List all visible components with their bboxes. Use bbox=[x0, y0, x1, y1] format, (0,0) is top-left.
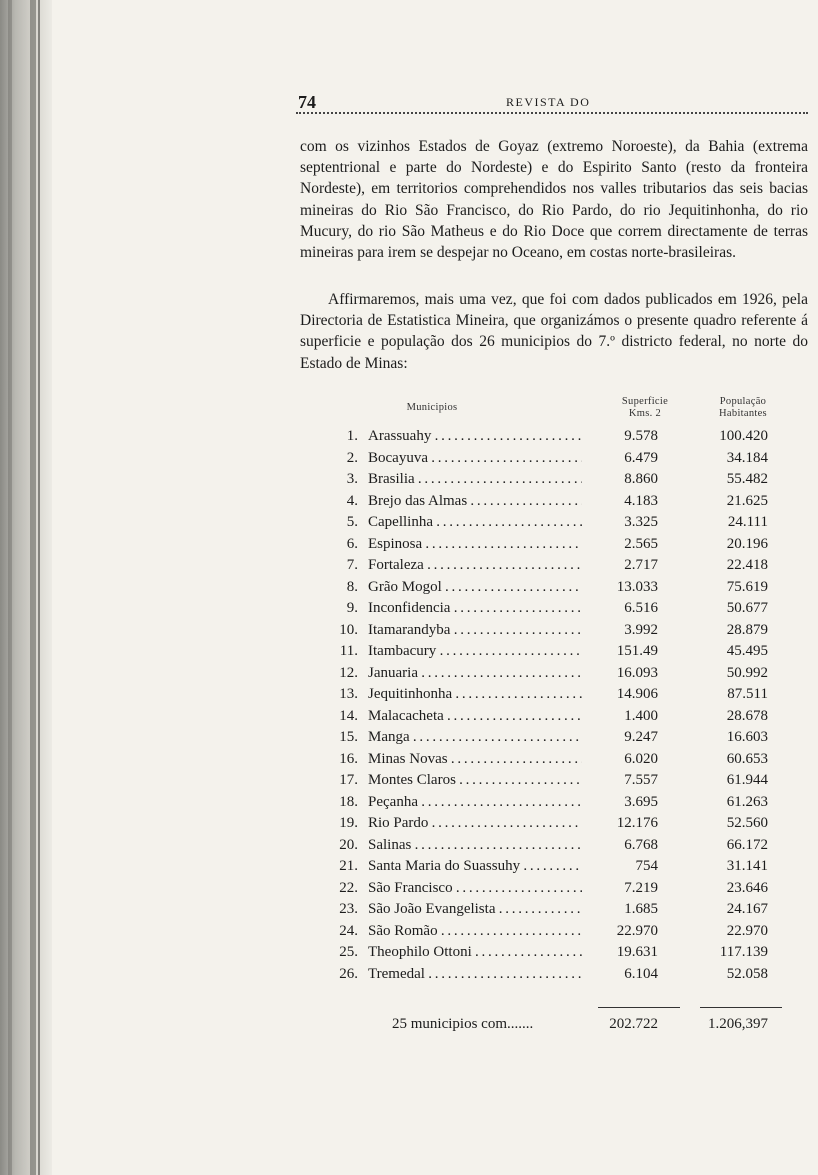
table-row bbox=[0, 428, 818, 450]
table-row bbox=[0, 880, 818, 902]
table-row bbox=[0, 557, 818, 579]
populacao-value: 22.418 bbox=[726, 557, 768, 573]
total-label: 25 municipios com....... bbox=[392, 1016, 534, 1032]
municipio-name: Arassuahy . . . bbox=[368, 428, 582, 445]
populacao-value: 23.646 bbox=[726, 879, 768, 896]
populacao-value: 52.058 bbox=[726, 965, 768, 982]
row-number: 13. bbox=[339, 686, 358, 702]
superficie-value: 9.247 bbox=[624, 729, 658, 745]
municipio-name: Brasilia . . . bbox=[368, 471, 582, 488]
populacao-value: 66.172 bbox=[726, 836, 768, 853]
row-number: 10. bbox=[339, 621, 358, 638]
populacao-value: 55.482 bbox=[726, 471, 768, 487]
row-number: 2. bbox=[346, 449, 358, 466]
table-row bbox=[0, 579, 818, 601]
superficie-value: 6.020 bbox=[624, 750, 658, 767]
municipio-name: Minas Novas . . . bbox=[368, 751, 582, 768]
municipio-name: Theophilo Ottoni . . . bbox=[368, 944, 582, 961]
populacao-value: 75.619 bbox=[726, 578, 768, 595]
municipio-name: São Romão . . . bbox=[368, 923, 582, 940]
table-row bbox=[0, 665, 818, 687]
populacao-value: 24.167 bbox=[726, 901, 768, 917]
municipio-name: Fortaleza . . . bbox=[368, 557, 582, 574]
municipios-table bbox=[0, 428, 818, 987]
populacao-value: 60.653 bbox=[726, 750, 768, 767]
table-row bbox=[0, 923, 818, 945]
paragraph-1: com os vizinhos Estados de Goyaz (extremo Noroeste), da Bahia (extrema septentrional e parte do Nordeste) e do Espirito Santo (resto da fronteira Nordeste), em territorios comprehendidos nos valles tributarios das seis bacias mineiras do Rio São Francisco, do Rio Pardo, do rio Jequitinhonha, do rio Mucury, do rio São Matheus e do Rio Doce que correm directamente de terras mineiras para irem se despejar no Oceano, em costas norte-brasileiras. bbox=[300, 138, 808, 262]
row-number: 15. bbox=[339, 729, 358, 745]
municipio-name: Manga . . . bbox=[368, 729, 582, 746]
table-row bbox=[0, 450, 818, 472]
table-row bbox=[0, 493, 818, 515]
row-number: 6. bbox=[346, 535, 358, 552]
superficie-value: 6.768 bbox=[624, 836, 658, 853]
populacao-value: 20.196 bbox=[726, 535, 768, 552]
table-row bbox=[0, 751, 818, 773]
table-row bbox=[0, 794, 818, 816]
table-row bbox=[0, 536, 818, 558]
municipio-name: Inconfidencia . . . bbox=[368, 600, 582, 617]
table-row bbox=[0, 622, 818, 644]
total-superficie: 202.722 bbox=[609, 1016, 658, 1032]
superficie-value: 7.557 bbox=[624, 772, 658, 788]
populacao-value: 50.992 bbox=[726, 664, 768, 681]
populacao-value: 28.678 bbox=[726, 707, 768, 724]
populacao-value: 16.603 bbox=[726, 729, 768, 745]
header-rule bbox=[296, 112, 808, 114]
superficie-value: 2.717 bbox=[624, 557, 658, 573]
running-title: REVISTA DO bbox=[506, 95, 591, 109]
superficie-value: 3.695 bbox=[624, 793, 658, 810]
superficie-value: 8.860 bbox=[624, 471, 658, 487]
row-number: 24. bbox=[339, 922, 358, 939]
municipio-name: Salinas . . . bbox=[368, 837, 582, 854]
superficie-value: 1.685 bbox=[624, 901, 658, 917]
populacao-value: 61.263 bbox=[726, 793, 768, 810]
municipio-name: Itamarandyba . . . bbox=[368, 622, 582, 639]
municipio-name: Rio Pardo . . . bbox=[368, 815, 582, 832]
table-row bbox=[0, 686, 818, 708]
municipio-name: Espinosa . . . bbox=[368, 536, 582, 553]
superficie-value: 13.033 bbox=[616, 578, 658, 595]
superficie-value: 22.970 bbox=[616, 922, 658, 939]
row-number: 8. bbox=[346, 578, 358, 595]
superficie-value: 6.479 bbox=[624, 449, 658, 466]
row-number: 22. bbox=[339, 879, 358, 896]
superficie-value: 1.400 bbox=[624, 707, 658, 724]
row-number: 1. bbox=[346, 428, 358, 444]
municipio-name: Bocayuva . . . bbox=[368, 450, 582, 467]
superficie-value: 19.631 bbox=[616, 944, 658, 960]
municipio-name: São Francisco . . . bbox=[368, 880, 582, 897]
municipio-name: Montes Claros . . . bbox=[368, 772, 582, 789]
populacao-value: 87.511 bbox=[727, 686, 768, 702]
column-header-populacao: População Habitantes bbox=[719, 396, 767, 419]
paragraph-2: Affirmaremos, mais uma vez, que foi com dados publicados em 1926, pela Directoria de Estatistica Mineira, que organizámos o presente quadro referente á superficie e população dos 26 municipios do 7.º districto federal, no norte do Estado de Minas: bbox=[300, 291, 808, 372]
populacao-value: 24.111 bbox=[727, 514, 768, 530]
row-number: 9. bbox=[346, 600, 358, 616]
row-number: 16. bbox=[339, 750, 358, 767]
row-number: 23. bbox=[339, 901, 358, 917]
populacao-value: 31.141 bbox=[726, 858, 768, 874]
table-row bbox=[0, 858, 818, 880]
municipio-name: Malacacheta . . . bbox=[368, 708, 582, 725]
row-number: 25. bbox=[339, 944, 358, 960]
row-number: 19. bbox=[339, 815, 358, 831]
municipio-name: Januaria . . . bbox=[368, 665, 582, 682]
municipio-name: Grão Mogol . . . bbox=[368, 579, 582, 596]
populacao-value: 117.139 bbox=[719, 944, 768, 960]
row-number: 18. bbox=[339, 793, 358, 810]
municipio-name: Tremedal . . . bbox=[368, 966, 582, 983]
superficie-value: 7.219 bbox=[624, 879, 658, 896]
row-number: 26. bbox=[339, 965, 358, 982]
table-row bbox=[0, 514, 818, 536]
superficie-value: 754 bbox=[635, 858, 658, 874]
table-row bbox=[0, 471, 818, 493]
table-row bbox=[0, 708, 818, 730]
page-number: 74 bbox=[298, 92, 316, 112]
populacao-value: 50.677 bbox=[726, 600, 768, 616]
populacao-value: 21.625 bbox=[726, 492, 768, 509]
municipio-name: São João Evangelista . . . bbox=[368, 901, 582, 918]
table-row bbox=[0, 729, 818, 751]
municipio-name: Santa Maria do Suassuhy . . . bbox=[368, 858, 582, 875]
superficie-value: 3.992 bbox=[624, 621, 658, 638]
row-number: 3. bbox=[346, 471, 358, 487]
row-number: 20. bbox=[339, 836, 358, 853]
populacao-value: 45.495 bbox=[726, 643, 768, 659]
column-header-municipios: Municipios bbox=[406, 402, 458, 413]
superficie-value: 151.49 bbox=[616, 643, 658, 659]
row-number: 17. bbox=[339, 772, 358, 788]
table-row bbox=[0, 944, 818, 966]
table-row bbox=[0, 966, 818, 988]
superficie-value: 4.183 bbox=[624, 492, 658, 509]
municipio-name: Peçanha . . . bbox=[368, 794, 582, 811]
row-number: 21. bbox=[339, 858, 358, 874]
municipio-name: Capellinha . . . bbox=[368, 514, 582, 531]
row-number: 7. bbox=[346, 557, 358, 573]
table-row bbox=[0, 837, 818, 859]
superficie-value: 2.565 bbox=[624, 535, 658, 552]
superficie-value: 6.516 bbox=[624, 600, 658, 616]
municipio-name: Itambacury . . . bbox=[368, 643, 582, 660]
superficie-value: 6.104 bbox=[624, 965, 658, 982]
row-number: 11. bbox=[339, 643, 358, 659]
populacao-value: 61.944 bbox=[726, 772, 768, 788]
superficie-value: 12.176 bbox=[616, 815, 658, 831]
total-rule-superficie bbox=[598, 1007, 680, 1008]
populacao-value: 28.879 bbox=[726, 621, 768, 638]
total-populacao: 1.206,397 bbox=[708, 1016, 768, 1032]
table-row bbox=[0, 901, 818, 923]
municipio-name: Brejo das Almas . . . bbox=[368, 493, 582, 510]
table-row bbox=[0, 815, 818, 837]
superficie-value: 14.906 bbox=[616, 686, 658, 702]
row-number: 12. bbox=[339, 664, 358, 681]
row-number: 14. bbox=[339, 707, 358, 724]
row-number: 5. bbox=[346, 514, 358, 530]
superficie-value: 3.325 bbox=[624, 514, 658, 530]
column-header-superficie: Superficie Kms. 2 bbox=[621, 396, 669, 419]
total-rule-populacao bbox=[700, 1007, 782, 1008]
table-row bbox=[0, 600, 818, 622]
row-number: 4. bbox=[346, 492, 358, 509]
populacao-value: 34.184 bbox=[726, 449, 768, 466]
superficie-value: 9.578 bbox=[624, 428, 658, 444]
populacao-value: 22.970 bbox=[726, 922, 768, 939]
municipio-name: Jequitinhonha . . . bbox=[368, 686, 582, 703]
table-row bbox=[0, 772, 818, 794]
superficie-value: 16.093 bbox=[616, 664, 658, 681]
populacao-value: 100.420 bbox=[719, 428, 768, 444]
table-row bbox=[0, 643, 818, 665]
populacao-value: 52.560 bbox=[726, 815, 768, 831]
